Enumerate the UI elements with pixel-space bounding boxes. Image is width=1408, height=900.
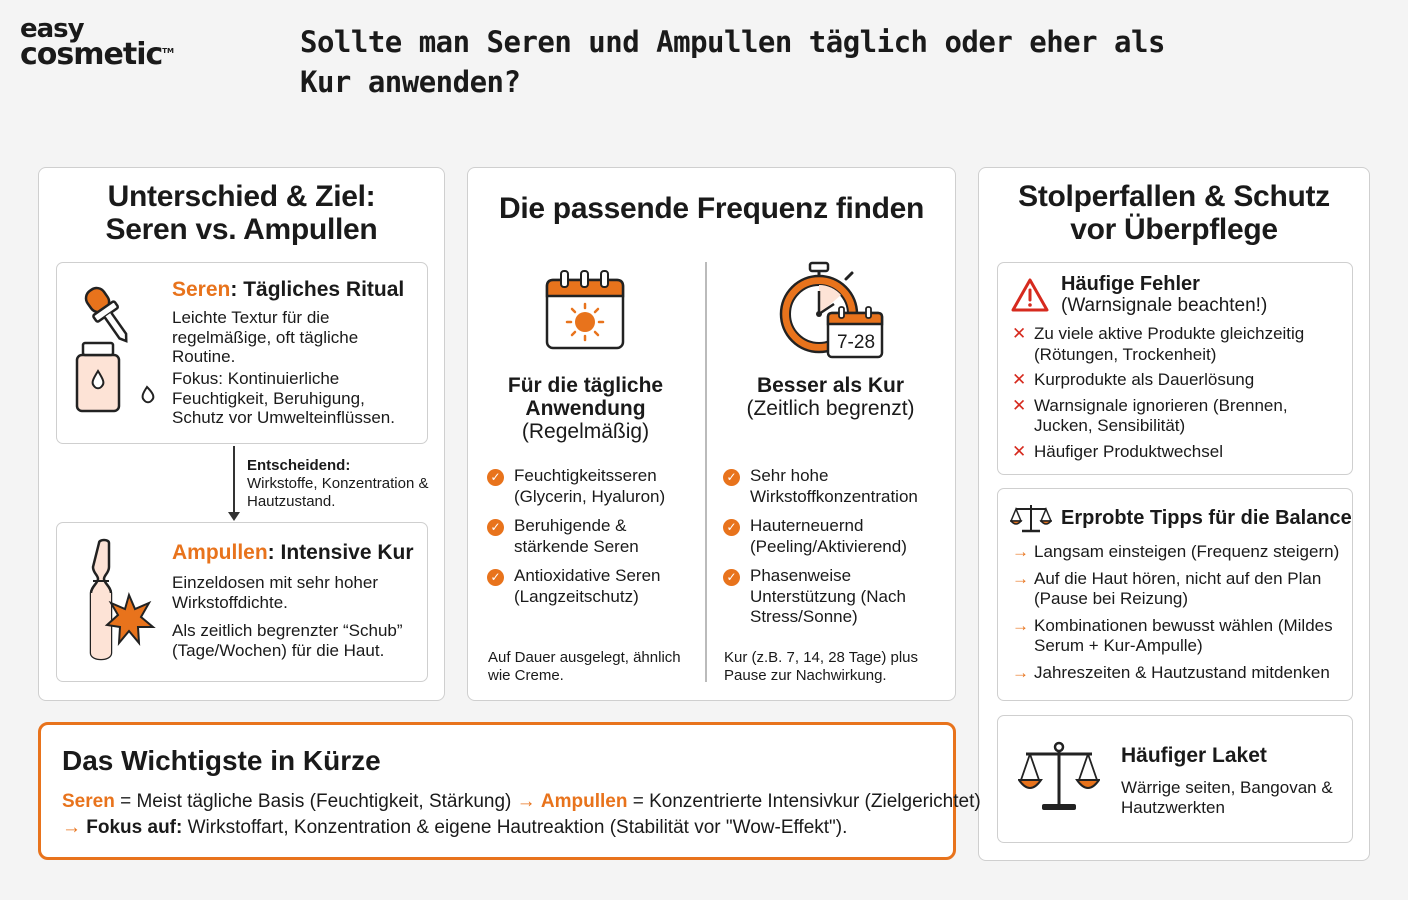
- summary-line-2: → Fokus auf: Wirkstoffart, Konzentration & eigene Hautreaktion (Stabilität vor "Wow-Effekt").: [62, 817, 848, 838]
- seren-headline: Seren: Tägliches Ritual: [172, 278, 405, 301]
- seren-text-1: Leichte Textur für die regelmäßige, oft tägliche Routine.: [172, 308, 359, 366]
- ampullen-text-1: Einzeldosen mit sehr hoher Wirkstoffdichte.: [172, 573, 379, 612]
- tips-list: [1012, 542, 1349, 683]
- logo: [20, 14, 175, 72]
- laket-heading: Häufiger Laket: [1121, 744, 1267, 767]
- cross-icon: ✕: [1012, 395, 1027, 415]
- panel-frequency: [467, 167, 956, 701]
- list-item: → Langsam einsteigen (Frequenz steigern): [1012, 542, 1340, 561]
- dropper-bottle-icon: [71, 285, 161, 420]
- calendar-sun-icon: [544, 268, 626, 352]
- list-item: ✓ Sehr hohe Wirkstoffkonzentration: [750, 466, 950, 507]
- list-item: ✓ Hauterneuernd (Peeling/Aktivierend): [750, 516, 950, 557]
- kur-duration-badge: 7-28: [836, 332, 876, 353]
- connector-arrowhead: [228, 512, 240, 521]
- logo-line-1: easy: [20, 14, 84, 44]
- summary-title: Das Wichtigste in Kürze: [62, 745, 381, 776]
- arrow-right-icon: →: [1012, 662, 1029, 682]
- list-item: → Kombinationen bewusst wählen (Mildes Serum + Kur-Ampulle): [1012, 615, 1333, 655]
- logo-line-2: cosmetic™: [20, 37, 175, 72]
- column-divider: [705, 262, 707, 682]
- panel-difference-goal: [38, 167, 445, 701]
- page-title: Sollte man Seren und Ampullen täglich oder eher als Kur anwenden?: [300, 25, 1165, 99]
- connector-arrow: [233, 446, 235, 518]
- panel-title-frequency: Die passende Frequenz finden: [498, 192, 925, 225]
- summary-box: [38, 722, 981, 860]
- list-item: ✓ Antioxidative Seren (Langzeitschutz): [514, 566, 699, 607]
- daily-list: [490, 466, 699, 607]
- kur-heading: Besser als Kur (Zeitlich begrenzt): [746, 374, 915, 420]
- seren-text-2: Fokus: Kontinuierliche Feuchtigkeit, Beruhigung, Schutz vor Umwelteinflüssen.: [172, 369, 395, 427]
- list-item: ✕ Kurprodukte als Dauerlösung: [1012, 370, 1255, 389]
- tips-heading: Erprobte Tipps für die Balance: [1061, 507, 1352, 529]
- mistakes-list: [1012, 324, 1344, 462]
- list-item: ✕ Häufiger Produktwechsel: [1012, 441, 1223, 461]
- card-seren: [56, 262, 428, 444]
- balance-scale-icon: [1010, 501, 1052, 535]
- warning-triangle-icon: [1010, 277, 1050, 313]
- connector-note: Entscheidend: Wirkstoffe, Konzentration & Hautzustand.: [247, 457, 429, 510]
- daily-heading: Für die tägliche Anwendung (Regelmäßig): [507, 374, 664, 443]
- laket-text: Wärrige seiten, Bangovan & Hautzwerkten: [1121, 778, 1333, 817]
- cross-icon: ✕: [1012, 441, 1027, 461]
- ampoule-icon: [87, 537, 157, 669]
- list-item: ✓ Phasenweise Unterstützung (Nach Stress/Sonne): [750, 566, 950, 628]
- summary-line-1: Seren = Meist tägliche Basis (Feuchtigkeit, Stärkung) → Ampullen = Konzentrierte Intensivkur (Zielgerichtet): [62, 791, 981, 812]
- list-item: ✕ Warnsignale ignorieren (Brennen, Jucken, Sensibilität): [1012, 395, 1288, 435]
- logo-trademark: TM: [162, 47, 175, 55]
- list-item: ✓ Beruhigende & stärkende Seren: [514, 516, 699, 557]
- arrow-right-icon: →: [62, 817, 81, 838]
- scale-icon: [1018, 740, 1100, 816]
- arrow-right-icon: →: [1012, 615, 1029, 635]
- list-item: ✓ Feuchtigkeitsseren (Glycerin, Hyaluron): [514, 466, 699, 507]
- list-item: ✕ Zu viele aktive Produkte gleichzeitig (Rötungen, Trockenheit): [1012, 324, 1305, 364]
- arrow-right-icon: →: [1012, 568, 1029, 588]
- list-item: → Auf die Haut hören, nicht auf den Plan (Pause bei Reizung): [1012, 568, 1322, 608]
- card-tips: [997, 488, 1353, 701]
- arrow-right-icon: →: [516, 791, 536, 812]
- card-ampullen: [56, 522, 428, 682]
- card-laket: [997, 715, 1353, 843]
- list-item: → Jahreszeiten & Hautzustand mitdenken: [1012, 662, 1330, 682]
- daily-note: Auf Dauer ausgelegt, ähnlich wie Creme.: [488, 649, 681, 684]
- panel-title-pitfalls: Stolperfallen & Schutz vor Überpflege: [1018, 180, 1330, 246]
- panel-title-difference: Unterschied & Ziel: Seren vs. Ampullen: [105, 180, 378, 246]
- mistakes-heading: Häufige Fehler (Warnsignale beachten!): [1061, 273, 1268, 316]
- cross-icon: ✕: [1012, 324, 1027, 343]
- ampullen-headline: Ampullen: Intensive Kur: [172, 541, 414, 564]
- kur-note: Kur (z.B. 7, 14, 28 Tage) plus Pause zur Nachwirkung.: [724, 649, 918, 684]
- kur-list: [726, 466, 950, 628]
- card-common-mistakes: [997, 262, 1353, 475]
- panel-pitfalls: [978, 167, 1370, 861]
- ampullen-text-2: Als zeitlich begrenzter “Schub” (Tage/Wochen) für die Haut.: [172, 621, 403, 660]
- cross-icon: ✕: [1012, 370, 1027, 389]
- arrow-right-icon: →: [1012, 542, 1029, 561]
